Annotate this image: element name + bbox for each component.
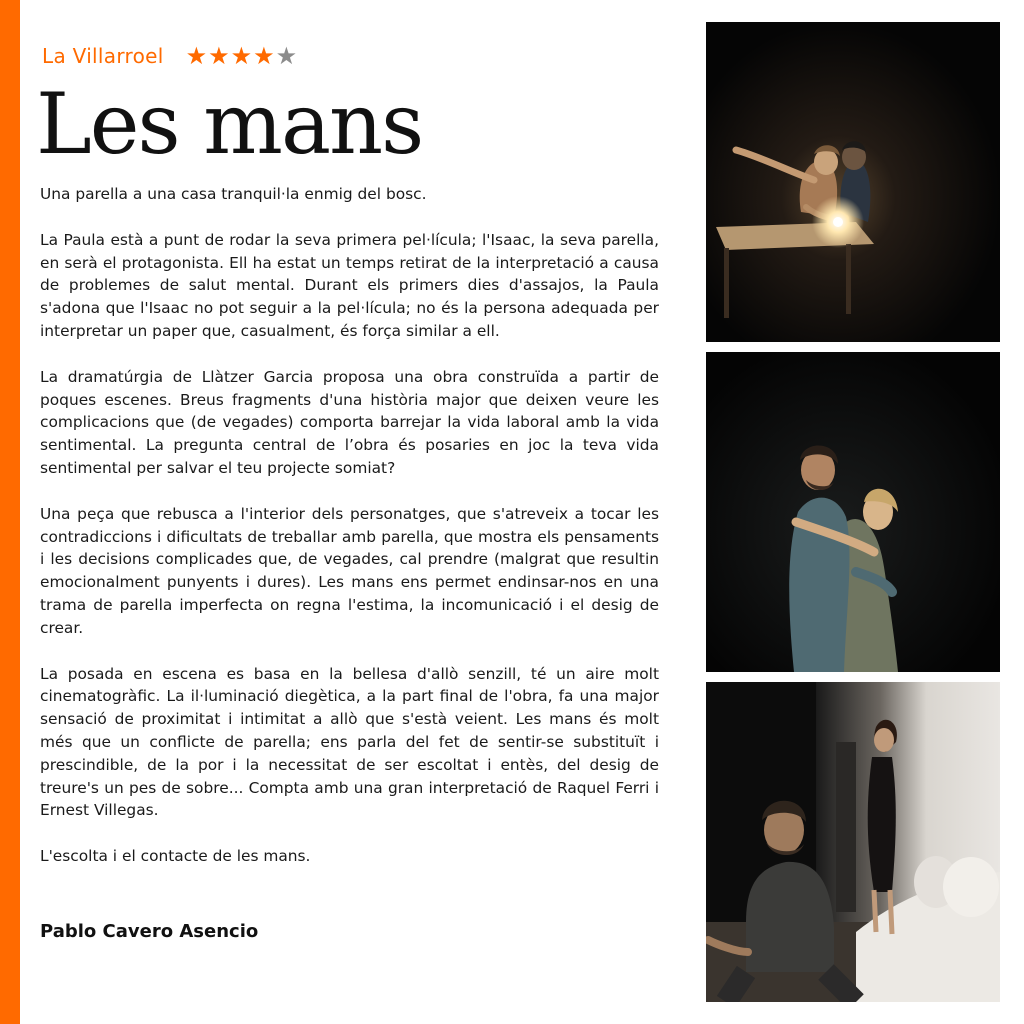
accent-bar [0, 0, 20, 1024]
photo-man-seated-woman-standing [706, 682, 1000, 1002]
venue-name: La Villarroel [42, 44, 164, 68]
paragraph: La dramatúrgia de Llàtzer Garcia proposa una obra construïda a partir de poques escenes. Breus fragments d'una història major que deixen veure les complicacions que (de vegades) comporta barrejar la vida laboral amb la vida sentimental. La pregunta central de l’obra és posaries en joc la teva vida sentimental per salvar el teu projecte somiat? [40, 367, 659, 477]
paragraph: La Paula està a punt de rodar la seva primera pel·lícula; l'Isaac, la seva parella, en serà el protagonista. Ell ha estat un temps retirat de la interpretació a causa de problemes de salut mental. Durant els primers dies d'assajos, la Paula s'adona que l'Isaac no pot seguir a la pel·lícula; no és la persona adequada per interpretar un paper que, casualment, és força similar a ell. [40, 230, 659, 340]
paragraph: La posada en escena es basa en la bellesa d'allò senzill, té un aire molt cinematogràfic. La il·luminació diegètica, a la part final de l'obra, fa una major sensació de proximitat i intimitat a allò que s'està veient. Les mans és molt més que un conflicte de parella; ens parla del fet de sentir-se substituït i prescindible, de la por i la necessitat de ser escoltat i entès, del desig de treure's un pes de sobre... Compta amb una gran interpretació de Raquel Ferri i Ernest Villegas. [40, 664, 659, 820]
venue-rating-row [42, 44, 297, 68]
star-filled-icon: ★ [253, 42, 275, 70]
paragraph: L'escolta i el contacte de les mans. [40, 847, 311, 866]
photo-couple-table [706, 22, 1000, 342]
star-empty-icon: ★ [275, 42, 298, 70]
article-body [40, 183, 659, 891]
paragraph: Una parella a una casa tranquil·la enmig del bosc. [40, 185, 427, 203]
star-filled-icon: ★ [208, 42, 230, 70]
page-title: Les mans [36, 75, 423, 173]
star-rating [186, 44, 298, 68]
author-name: Pablo Cavero Asencio [40, 921, 259, 942]
paragraph: Una peça que rebusca a l'interior dels personatges, que s'atreveix a tocar les contradiccions i dificultats de treballar amb parella, que mostra els pensaments i les decisions complicades que, de vegades, cal prendre (malgrat que resultin emocionalment punyents i dures). Les mans ens permet endinsar-nos en una trama de parella imperfecta on regna l'estima, la incomunicació i el desig de crear. [40, 504, 659, 637]
star-filled-icon: ★ [230, 42, 253, 70]
photo-couple-embrace [706, 352, 1000, 672]
star-filled-icon: ★ [185, 42, 208, 70]
